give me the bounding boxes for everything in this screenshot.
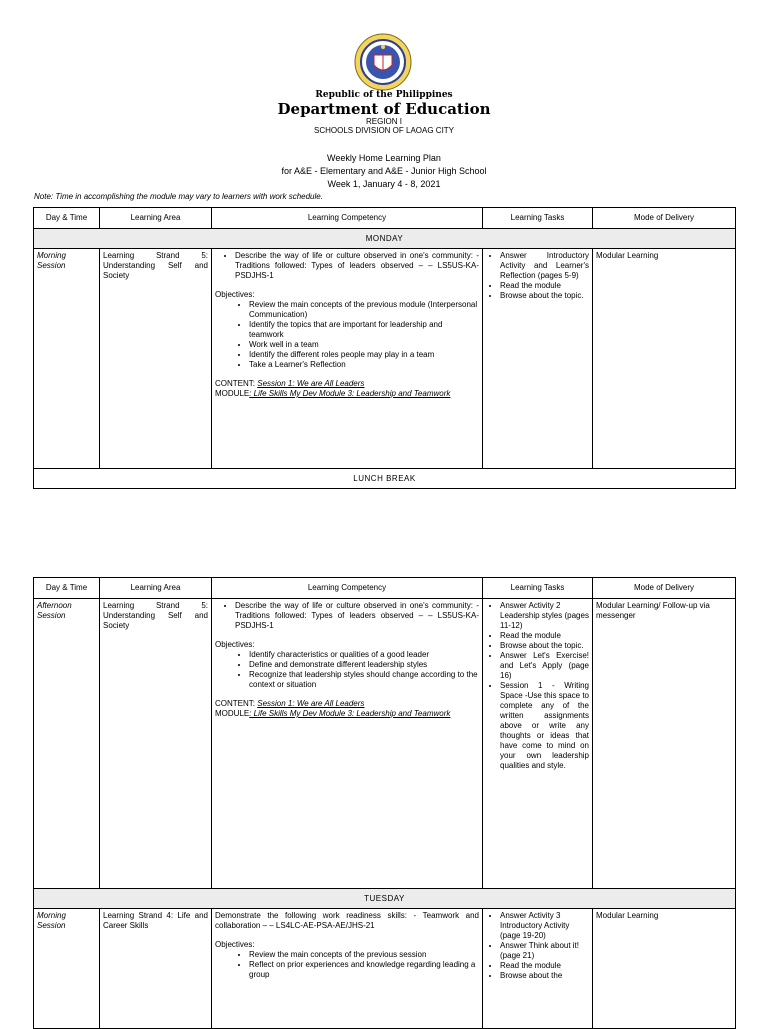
learning-area: Learning Strand 4: Life and Career Skills [100,909,212,1029]
learning-area: Learning Strand 5: Understanding Self and Society [100,249,212,469]
table-row [34,599,736,889]
col-day-time: Day & Time [34,578,100,599]
task-item: • Browse about the topic. [500,291,589,301]
objective-item: • Reflect on prior experiences and knowledge regarding leading a group [249,960,479,980]
plan-title: Weekly Home Learning Plan [327,153,441,163]
objective-item: • Review the main concepts of the previous module (Interpersonal Communication) [249,300,479,320]
task-item: • Answer Introductory Activity and Learner's Reflection (pages 5-9) [500,251,589,281]
table-row [34,249,736,469]
module-value: : Life Skills My Dev Module 3: Leadership and Teamwork [249,389,451,398]
objective-item: • Take a Learner's Reflection [249,360,479,370]
col-learning-tasks: Learning Tasks [483,208,593,229]
table-row [34,909,736,1029]
objective-item: • Recognize that leadership styles should change according to the context or situation [249,670,479,690]
task-item: • Browse about the topic. [500,641,589,651]
objectives-label: Objectives: [215,640,255,649]
table-header-row [34,578,736,599]
col-learning-competency: Learning Competency [212,578,483,599]
objectives-label: Objectives: [215,290,255,299]
content-label: CONTENT: [215,699,258,708]
col-learning-area: Learning Area [100,578,212,599]
content-line [215,699,479,709]
objective-item: • Review the main concepts of the previous session [249,950,479,960]
session-label: Afternoon Session [34,599,100,889]
objectives-label: Objectives: [215,940,255,949]
plan-week: Week 1, January 4 - 8, 2021 [327,179,441,189]
objectives-list [215,300,479,370]
content-value: Session 1: We are All Leaders [257,699,365,708]
learning-area: Learning Strand 5: Understanding Self and Society [100,599,212,889]
objectives-list [215,950,479,980]
objectives-list [215,650,479,690]
department-title: Department of Education [277,100,491,118]
learning-competency-cell [212,249,483,469]
task-item: • Answer Let's Exercise! and Let's Apply (page 16) [500,651,589,681]
module-line [215,709,479,719]
content-value: Session 1: We are All Leaders [257,379,365,388]
col-mode-of-delivery: Mode of Delivery [593,208,736,229]
plan-for: for A&E - Elementary and A&E - Junior High School [281,166,487,176]
objective-item: • Identify the different roles people may play in a team [249,350,479,360]
learning-tasks-cell [483,599,593,889]
competency-text: • Describe the way of life or culture observed in one's community: - Traditions followed: Types of leaders observed – – LS5US-KA-PSDJHS-1 [235,601,479,631]
objective-item: • Define and demonstrate different leadership styles [249,660,479,670]
task-item: • Answer Activity 2 Leadership styles (pages 11-12) [500,601,589,631]
module-line [215,389,479,399]
session-label: Morning Session [34,909,100,1029]
monday-plan-table [33,207,736,489]
col-mode-of-delivery: Mode of Delivery [593,578,736,599]
day-row-monday: MONDAY [34,229,736,249]
lunch-break-row: LUNCH BREAK [34,469,736,489]
region-label: REGION I [365,117,402,126]
division-label: SCHOOLS DIVISION OF LAOAG CITY [313,126,455,135]
objective-item: • Identify characteristics or qualities of a good leader [249,650,479,660]
task-item: • Browse about the [500,971,589,981]
task-item: • Session 1 - Writing Space -Use this space to complete any of the written assignments above or write any thoughts or ideas that have come to mind on your own leadership qualities and style. [500,681,589,771]
learning-competency-cell [212,909,483,1029]
module-label: MODULE [215,709,250,718]
task-item: • Answer Activity 3 Introductory Activity (page 19-20) [500,911,589,941]
col-learning-competency: Learning Competency [212,208,483,229]
day-row-tuesday: TUESDAY [34,889,736,909]
content-line [215,379,479,389]
session-label: Morning Session [34,249,100,469]
task-item: • Read the module [500,281,589,291]
learning-competency-cell [212,599,483,889]
col-learning-tasks: Learning Tasks [483,578,593,599]
objective-item: • Identify the topics that are important for leadership and teamwork [249,320,479,340]
competency-text: Demonstrate the following work readiness skills: - Teamwork and collaboration – – LS4LC-AE-PSA-AE/JHS-21 [215,911,479,930]
mode-of-delivery: Modular Learning/ Follow-up via messenger [593,599,736,889]
learning-tasks-cell [483,909,593,1029]
objective-item: • Work well in a team [249,340,479,350]
module-label: MODULE [215,389,250,398]
col-day-time: Day & Time [34,208,100,229]
schedule-note: Note: Time in accomplishing the module may vary to learners with work schedule. [34,192,323,201]
mode-of-delivery: Modular Learning [593,909,736,1029]
learning-tasks-cell [483,249,593,469]
task-item: • Answer Think about it! (page 21) [500,941,589,961]
afternoon-plan-table [33,577,736,1029]
table-header-row [34,208,736,229]
mode-of-delivery: Modular Learning [593,249,736,469]
deped-seal-logo [354,33,412,91]
competency-text: • Describe the way of life or culture observed in one's community: - Traditions followed: Types of leaders observed – – LS5US-KA-PSDJHS-1 [235,251,479,281]
module-value: : Life Skills My Dev Module 3: Leadership and Teamwork [249,709,451,718]
col-learning-area: Learning Area [100,208,212,229]
task-item: • Read the module [500,961,589,971]
content-label: CONTENT: [215,379,258,388]
task-item: • Read the module [500,631,589,641]
republic-title: Republic of the Philippines [315,90,453,100]
